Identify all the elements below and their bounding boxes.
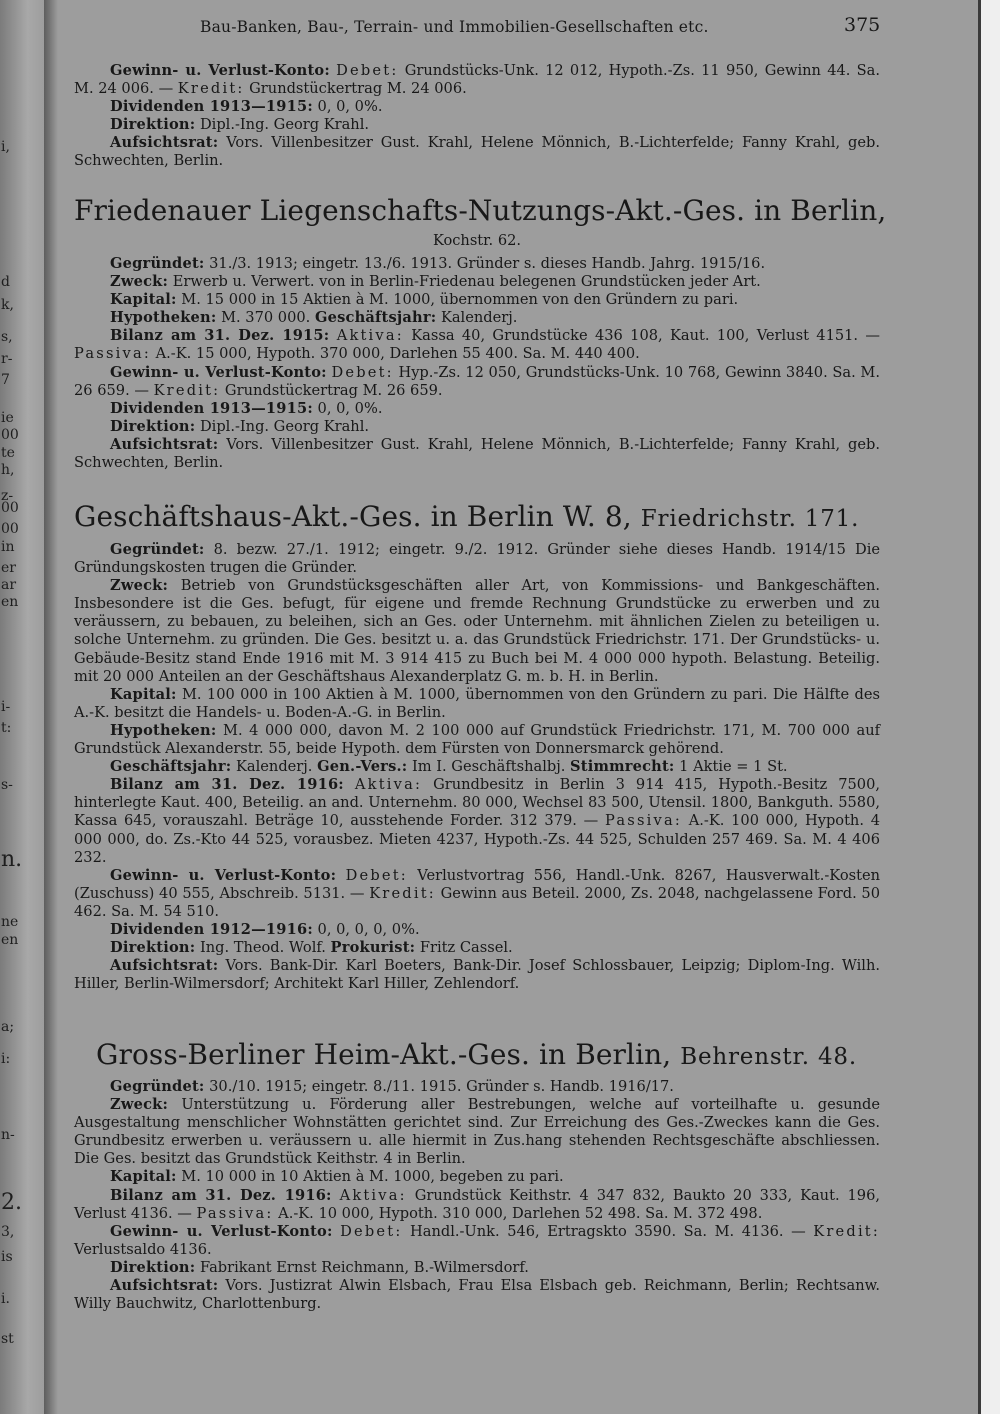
entry-paragraph <box>74 255 880 273</box>
margin-fragment: 00 <box>1 427 19 443</box>
field-text: Verlustsaldo 4136. <box>74 1240 212 1258</box>
field-text: Fabrikant Ernst Reichmann, B.-Wilmersdorf. <box>195 1258 529 1276</box>
field-label: Zweck: <box>110 273 169 291</box>
field-text: A.-K. 100 000, Hypoth. 4 000 000, do. Zs.-Kto 44 525, vorausbez. Mieten 4237, Hypoth.-Zs. 44 525, Schulden 257 469. Sa. M. 4 406 232. <box>74 812 881 866</box>
margin-fragment: i: <box>1 1051 11 1067</box>
margin-fragment: ar <box>1 577 17 593</box>
entry-friedenauer <box>74 255 880 472</box>
field-label: Kapital: <box>110 685 177 703</box>
field-text: Fritz Cassel. <box>415 939 513 957</box>
entry-paragraph <box>74 364 880 400</box>
company-street: Friedrichstr. 171. <box>640 506 860 532</box>
field-text: M. 15 000 in 15 Aktien à M. 1000, übernommen von den Gründern zu pari. <box>176 291 739 309</box>
ledger-side-label: Kredit: <box>813 1222 880 1240</box>
field-label: Bilanz am 31. Dez. 1916: <box>110 1186 332 1204</box>
ledger-side-label: Debet: <box>331 363 394 381</box>
field-text: Hyp.-Zs. 12 050, Grundstücks-Unk. 10 768, Gewinn 3840. Sa. M. 26 659. — <box>74 363 881 399</box>
right-paper-edge <box>981 0 1000 1414</box>
field-text: M. 100 000 in 100 Aktien à M. 1000, übernommen von den Gründern zu pari. Die Hälfte des A.-K. besitzt die Handels- u. Boden-A.-G. in Berlin. <box>74 685 880 721</box>
field-label: Kapital: <box>110 1168 177 1186</box>
field-text: Kalenderj. <box>231 758 318 776</box>
margin-fragment: h, <box>1 462 15 478</box>
entry-paragraph <box>74 273 880 291</box>
entry-paragraph <box>74 62 880 98</box>
field-text <box>336 867 345 884</box>
entry-heading-friedenauer <box>74 194 887 228</box>
field-text: Ing. Theod. Wolf. <box>195 939 331 957</box>
margin-fragment: i- <box>1 699 11 715</box>
margin-fragment: 7 <box>1 372 10 388</box>
entry-paragraph <box>74 541 880 577</box>
document-page <box>58 0 978 1414</box>
field-label: Bilanz am 31. Dez. 1916: <box>110 776 344 794</box>
field-text: Im I. Geschäftshalbj. <box>407 758 571 776</box>
field-label: Hypotheken: <box>110 309 217 327</box>
field-text: 1 Aktie = 1 St. <box>674 758 788 776</box>
margin-fragment: er <box>1 560 16 576</box>
margin-fragment: i. <box>1 1291 10 1307</box>
entry-paragraph <box>74 577 880 686</box>
margin-fragment: d <box>1 274 10 290</box>
field-text: Kalenderj. <box>436 309 518 327</box>
ledger-side-label: Aktiva: <box>339 1186 407 1204</box>
entry-paragraph <box>74 134 880 170</box>
ledger-side-label: Aktiva: <box>336 327 404 345</box>
ledger-side-label: Aktiva: <box>354 776 423 794</box>
margin-fragment: en <box>1 594 19 610</box>
field-label: Dividenden 1913—1915: <box>110 399 313 417</box>
field-label: Aufsichtsrat: <box>110 1277 219 1295</box>
field-text: Gewinn aus Beteil. 2000, Zs. 2048, nachgelassene Ford. 50 462. Sa. M. 54 510. <box>74 884 880 920</box>
field-label: Gegründet: <box>110 541 205 558</box>
field-text: Dipl.-Ing. Georg Krahl. <box>195 417 370 435</box>
entry-paragraph <box>74 921 880 939</box>
field-label: Direktion: <box>110 116 196 134</box>
company-name: Geschäftshaus-Akt.-Ges. in Berlin W. 8, <box>74 500 632 533</box>
field-text: Erwerb u. Verwert. von in Berlin-Friedenau belegenen Grundstücken jeder Art. <box>168 273 761 291</box>
margin-fragment: n- <box>1 1127 15 1143</box>
field-label: Gewinn- u. Verlust-Konto: <box>110 62 330 79</box>
field-label: Direktion: <box>110 1258 196 1276</box>
field-label: Aufsichtsrat: <box>110 134 219 152</box>
entry-paragraph <box>74 418 880 436</box>
field-label: Gewinn- u. Verlust-Konto: <box>110 1222 333 1240</box>
field-text <box>329 327 336 344</box>
field-label: Gegründet: <box>110 255 205 272</box>
field-label: Geschäftsjahr: <box>314 309 437 327</box>
margin-fragment: s- <box>1 777 13 793</box>
field-text: 8. bezw. 27./1. 1912; eingetr. 9./2. 1912. Gründer siehe dieses Handb. 1914/15 Die Gründungskosten trugen die Gründer. <box>74 541 880 577</box>
margin-fragment: in <box>1 539 15 555</box>
entry-paragraph <box>74 436 880 472</box>
ledger-side-label: Debet: <box>345 866 408 884</box>
entry-paragraph <box>74 98 880 116</box>
field-label: Direktion: <box>110 939 196 957</box>
field-label: Gewinn- u. Verlust-Konto: <box>110 363 327 381</box>
field-label: Zweck: <box>110 1096 169 1114</box>
entry-paragraph <box>74 327 880 363</box>
ledger-side-label: Kredit: <box>369 884 436 902</box>
running-header <box>58 14 888 42</box>
field-text: 31./3. 1913; eingetr. 13./6. 1913. Gründer s. dieses Handb. Jahrg. 1915/16. <box>204 255 766 272</box>
margin-fragment: ie <box>1 410 14 426</box>
field-text: Vors. Villenbesitzer Gust. Krahl, Helene Mönnich, B.-Lichterfelde; Fanny Krahl, geb. Schwechten, Berlin. <box>74 435 880 472</box>
field-text: Verlustvortrag 556, Handl.-Unk. 8267, Hausverwalt.-Kosten (Zuschuss) 40 555, Abschreib. 5131. — <box>74 866 880 902</box>
field-text: Kassa 40, Grundstücke 436 108, Kaut. 100, Verlust 4151. — <box>403 327 881 345</box>
field-text: 0, 0, 0%. <box>312 98 383 116</box>
margin-fragment: te <box>1 445 15 461</box>
margin-fragment: n. <box>1 847 23 872</box>
entry-paragraph <box>74 291 880 309</box>
entry-paragraph <box>74 1277 880 1313</box>
field-text: A.-K. 15 000, Hypoth. 370 000, Darlehen 55 400. Sa. M. 440 400. <box>150 345 640 363</box>
entry-paragraph <box>74 1096 880 1168</box>
field-text: Grundstückertrag M. 24 006. <box>244 80 467 98</box>
entry-paragraph <box>74 309 880 327</box>
entry-paragraph <box>74 1259 880 1277</box>
ledger-side-label: Debet: <box>340 1222 403 1240</box>
ledger-side-label: Debet: <box>336 62 399 79</box>
field-text: M. 10 000 in 10 Aktien à M. 1000, begeben zu pari. <box>176 1168 564 1186</box>
entry-paragraph <box>74 1168 880 1186</box>
field-label: Prokurist: <box>330 939 416 957</box>
field-text: Betrieb von Grundstücksgeschäften aller Art, von Kommissions- und Bankgeschäften. Insbesondere ist die Ges. befugt, für eigene und fremde Rechnung Grundstücke zu erwerben und zu veräussern, zu bebauen, zu beleihen, sich an Ges. oder Unternehm. mit ähnlichen Zielen zu beteiligen u. solche Unternehm. zu gründen. Die Ges. besitzt u. a. das Grundstück Friedrichstr. 171. Der Grundstücks- u. Gebäude-Besitz stand Ende 1916 mit M. 3 914 415 zu Buch bei M. 4 000 000 hypoth. Belastung. Beteilig. mit 20 000 Anteilen an der Geschäftshaus Alexanderplatz G. m. b. H. in Berlin. <box>74 577 880 685</box>
margin-fragment: r- <box>1 351 13 367</box>
entry-heading-geschaeftshaus <box>74 500 880 536</box>
entry-heading-gross-berliner <box>96 1038 902 1074</box>
margin-fragment: s, <box>1 329 13 345</box>
ledger-side-label: Passiva: <box>605 812 682 830</box>
field-text: Grundstücks-Unk. 12 012, Hypoth.-Zs. 11 950, Gewinn 44. Sa. M. 24 006. — <box>74 62 880 98</box>
entry-paragraph <box>74 867 880 921</box>
margin-fragment: ne <box>1 914 19 930</box>
ledger-side-label: Passiva: <box>196 1204 274 1222</box>
entry-paragraph <box>74 722 880 758</box>
margin-fragment: t: <box>1 720 12 736</box>
ledger-side-label: Kredit: <box>153 381 221 399</box>
entry-geschaeftshaus <box>74 541 880 993</box>
margin-fragment: a; <box>1 1019 15 1035</box>
ledger-side-label: Passiva: <box>74 345 151 363</box>
field-text: 0, 0, 0%. <box>312 399 383 417</box>
field-label: Gegründet: <box>110 1078 205 1095</box>
field-text: Vors. Justizrat Alwin Elsbach, Frau Elsa Elsbach geb. Reichmann, Berlin; Rechtsanw. Willy Bauchwitz, Charlottenburg. <box>74 1277 880 1313</box>
company-name: Gross-Berliner Heim-Akt.-Ges. in Berlin, <box>96 1038 672 1071</box>
field-label: Aufsichtsrat: <box>110 435 219 453</box>
margin-fragment: i, <box>1 139 10 155</box>
field-label: Kapital: <box>110 291 177 309</box>
field-text <box>333 1223 341 1240</box>
field-text: Grundbesitz in Berlin 3 914 415, Hypoth.-Besitz 7500, hinterlegte Kaut. 400, Beteilig. an and. Unternehm. 80 000, Wechsel 83 500, Utensil. 1800, Bankguth. 5580, Kassa 645, vorauszahl. Beträge 10, ausstehende Forder. 312 379. — <box>74 776 881 830</box>
field-label: Bilanz am 31. Dez. 1915: <box>110 327 330 345</box>
field-text: 30./10. 1915; eingetr. 8./11. 1915. Gründer s. Handb. 1916/17. <box>204 1078 674 1095</box>
field-label: Geschäftsjahr: <box>110 758 232 776</box>
field-text <box>344 776 355 793</box>
field-label: Dividenden 1913—1915: <box>110 98 313 116</box>
field-label: Aufsichtsrat: <box>110 957 219 975</box>
binding-shadow <box>44 0 58 1414</box>
company-street: Behrenstr. 48. <box>680 1044 857 1070</box>
margin-fragment: en <box>1 932 19 948</box>
ledger-side-label: Kredit: <box>177 80 245 98</box>
field-text: M. 370 000. <box>216 309 315 327</box>
field-text: A.-K. 10 000, Hypoth. 310 000, Darlehen 52 498. Sa. M. 372 498. <box>273 1204 763 1222</box>
entry-paragraph <box>74 116 880 134</box>
margin-fragment: 00 <box>1 521 19 537</box>
margin-fragment: z- <box>1 488 14 504</box>
entry-paragraph <box>74 776 880 866</box>
running-header-title: Bau-Banken, Bau-, Terrain- und Immobilien-Gesellschaften etc. <box>200 18 709 36</box>
company-address: Kochstr. 62. <box>432 232 522 249</box>
field-text: Vors. Bank-Dir. Karl Boeters, Bank-Dir. Josef Schlossbauer, Leipzig; Diplom-Ing. Wilh. Hiller, Berlin-Wilmersdorf; Architekt Karl Hiller, Zehlendorf. <box>74 957 880 993</box>
entry-paragraph <box>74 758 880 776</box>
entry-paragraph <box>74 1078 880 1096</box>
field-label: Dividenden 1912—1916: <box>110 920 313 938</box>
field-text: 0, 0, 0, 0, 0%. <box>312 920 420 938</box>
field-text: Unterstützung u. Förderung aller Bestrebungen, welche auf vorteilhafte u. gesunde Ausgestaltung menschlicher Wohnstätten gerichtet sind. Zur Erreichung des Ges.-Zweckes kann die Ges. Grundbesitz erwerben u. veräussern u. alle hiermit in Zus.hang stehenden Rechtsgeschäfte abschliessen. Die Ges. besitzt das Grundstück Keithstr. 4 in Berlin. <box>74 1096 880 1168</box>
margin-fragment: 2. <box>1 1190 22 1215</box>
field-label: Gen.-Vers.: <box>317 758 408 776</box>
field-text: Grundstückertrag M. 26 659. <box>220 381 443 399</box>
field-text: Grundstück Keithstr. 4 347 832, Baukto 20 333, Kaut. 196, Verlust 4136. — <box>74 1186 881 1222</box>
field-text: M. 4 000 000, davon M. 2 100 000 auf Grundstück Friedrichstr. 171, M. 700 000 auf Grundstück Alexanderstr. 55, beide Hypoth. dem Fürsten von Donnersmarck gehörend. <box>74 721 880 758</box>
margin-fragment: st <box>1 1331 14 1347</box>
field-label: Zweck: <box>110 577 169 595</box>
entry-paragraph <box>74 400 880 418</box>
margin-fragment: k, <box>1 297 14 313</box>
entry-paragraph <box>74 1223 880 1259</box>
field-label: Stimmrecht: <box>570 758 675 776</box>
margin-fragment: 00 <box>1 500 19 516</box>
entry-paragraph <box>74 939 880 957</box>
field-label: Direktion: <box>110 417 196 435</box>
field-label: Gewinn- u. Verlust-Konto: <box>110 866 337 884</box>
entry-paragraph <box>74 686 880 722</box>
margin-fragment: 3, <box>1 1224 15 1240</box>
field-text: Dipl.-Ing. Georg Krahl. <box>195 116 370 134</box>
field-text: Vors. Villenbesitzer Gust. Krahl, Helene Mönnich, B.-Lichterfelde; Fanny Krahl, geb. Schwechten, Berlin. <box>74 134 880 170</box>
entry-continuation <box>74 62 880 171</box>
field-label: Hypotheken: <box>110 721 217 739</box>
page-number: 375 <box>844 14 881 36</box>
entry-gross-berliner <box>74 1078 880 1313</box>
entry-paragraph <box>74 1187 880 1223</box>
company-name: Friedenauer Liegenschafts-Nutzungs-Akt.-Ges. in Berlin, <box>74 194 887 227</box>
margin-fragment: is <box>1 1249 13 1265</box>
field-text: Handl.-Unk. 546, Ertragskto 3590. Sa. M. 4136. — <box>402 1222 814 1240</box>
field-text <box>332 1187 340 1204</box>
entry-paragraph <box>74 957 880 993</box>
